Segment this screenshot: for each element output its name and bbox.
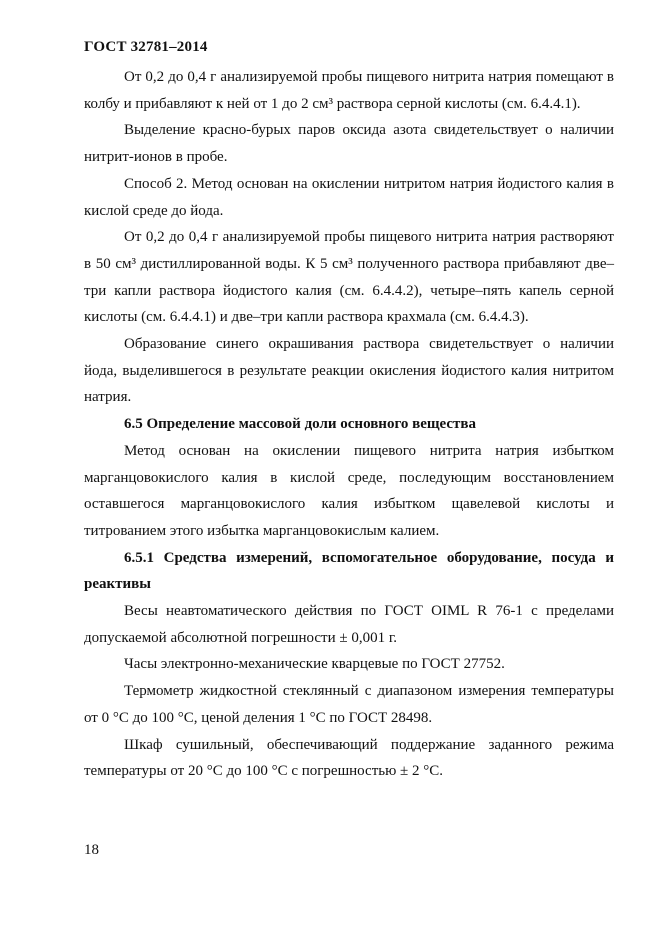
paragraph-clock: Часы электронно-механические кварцевые по ГОСТ 27752. (124, 656, 505, 673)
paragraph-thermometer: Термометр жидкостной стеклянный с диапазоном измерения температуры от 0 °С до 100 °С, ценой деления 1 °С по ГОСТ 28498. (84, 683, 614, 726)
paragraph-sample-placement: От 0,2 до 0,4 г анализируемой пробы пищевого нитрита натрия помещают в колбу и прибавляют к ней от 1 до 2 см³ раствора серной кислоты (см. 6.4.4.1). (84, 69, 614, 112)
paragraph-nitrogen-oxide-vapors: Выделение красно-бурых паров оксида азота свидетельствует о наличии нитрит-ионов в пробе. (84, 122, 614, 166)
section-heading-6-5-1: 6.5.1 Средства измерений, вспомогательное оборудование, посуда и реактивы (84, 549, 614, 593)
document-header: ГОСТ 32781–2014 (84, 39, 208, 55)
paragraph-scales: Весы неавтоматического действия по ГОСТ OIML R 76-1 с пределами допускаемой абсолютной погрешности ± 0,001 г. (84, 603, 614, 646)
paragraph-method-description: Метод основан на окислении пищевого нитрита натрия избытком марганцовокислого калия в кислой среде, последующим восстановлением оставшегося марганцовокислого калия избытком щавелевой кислоты и титрованием этого избытка марганцовокислым калием. (84, 442, 614, 539)
paragraph-method-2: Способ 2. Метод основан на окислении нитритом натрия йодистого калия в кислой среде до йода. (84, 175, 614, 219)
section-heading-6-5: 6.5 Определение массовой доли основного вещества (124, 416, 477, 433)
document-body (84, 64, 614, 785)
paragraph-drying-cabinet: Шкаф сушильный, обеспечивающий поддержание заданного режима температуры от 20 °С до 100 °С с погрешностью ± 2 °С. (84, 736, 614, 780)
paragraph-blue-coloring: Образование синего окрашивания раствора свидетельствует о наличии йода, выделившегося в результате реакции окисления йодистого калия нитритом натрия. (84, 336, 614, 406)
page-number: 18 (84, 842, 99, 858)
paragraph-method-2-procedure: От 0,2 до 0,4 г анализируемой пробы пищевого нитрита натрия растворяют в 50 см³ дистиллированной воды. К 5 см³ полученного раствора прибавляют две–три капли раствора йодистого калия (см. 6.4.4.2), четыре–пять капель серной кислоты (см. 6.4.4.1) и две–три капли раствора крахмала (см. 6.4.4.3). (84, 229, 614, 326)
